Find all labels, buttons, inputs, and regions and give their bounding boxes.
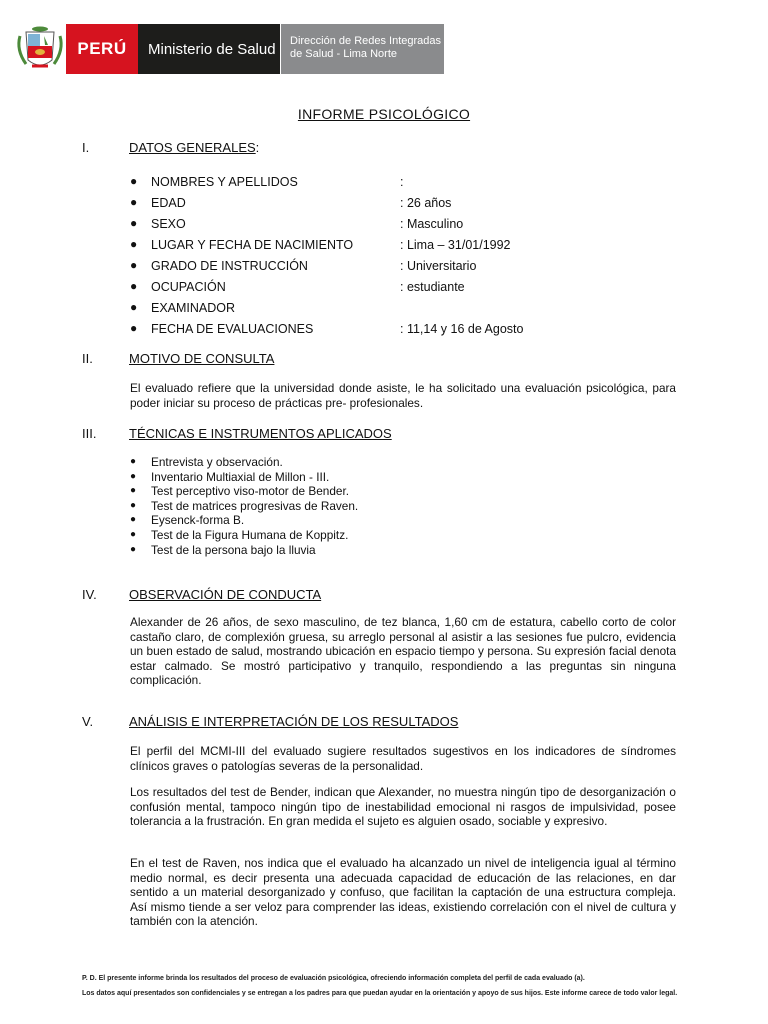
tecnica-item	[130, 484, 358, 499]
section-number: V.	[82, 714, 94, 729]
bullet-icon: ●	[130, 470, 137, 482]
tecnica-item	[130, 499, 358, 514]
section-title: MOTIVO DE CONSULTA	[129, 351, 275, 366]
datos-value: : Universitario	[400, 259, 477, 273]
directorate-name	[281, 24, 444, 74]
bullet-icon: ●	[130, 499, 137, 511]
datos-value: : 26 años	[400, 196, 452, 210]
datos-value: : 11,14 y 16 de Agosto	[400, 322, 524, 336]
document-title: INFORME PSICOLÓGICO	[297, 106, 471, 122]
tecnica-label: Inventario Multiaxial de Millon - III.	[151, 469, 330, 484]
letterhead	[14, 24, 442, 74]
tecnica-label: Test de la persona bajo la lluvia	[151, 542, 316, 557]
datos-value: : Lima – 31/01/1992	[400, 238, 511, 252]
bullet-icon: ●	[130, 174, 138, 188]
datos-label: LUGAR Y FECHA DE NACIMIENTO	[151, 238, 354, 252]
tecnicas-list	[130, 455, 358, 557]
observacion-paragraph: Alexander de 26 años, de sexo masculino, de tez blanca, 1,60 cm de estatura, cabello corto de color castaño claro, de complexión gruesa, su arreglo personal al asistir a las sesiones fue pulcro, evidencia un buen estado de salud, mostrando ubicación en espacio tiempo y persona. Su expresión facial denota estar calmado. Se mostró participativo y tranquilo, respondiendo a las preguntas sin ninguna complicación.	[130, 615, 676, 688]
section-title: OBSERVACIÓN DE CONDUCTA	[129, 587, 322, 602]
bullet-icon: ●	[130, 195, 138, 209]
directorate-line-1: Dirección de Redes Integradas	[290, 35, 442, 47]
bullet-icon: ●	[130, 528, 137, 540]
tecnica-label: Eysenck-forma B.	[151, 513, 245, 528]
analisis-paragraph-3: En el test de Raven, nos indica que el evaluado ha alcanzado un nivel de inteligencia igual al término medio normal, es decir presenta una adecuada capacidad de educación de las relaciones, en dar sentido a un material desorganizado y confuso, que facilitan la captación de una estructura compleja. Así mismo tiende a ser veloz para comprender las ideas, existiendo correlación con el nivel de cultura y también con la atención.	[130, 856, 676, 929]
tecnica-item	[130, 455, 358, 470]
coat-of-arms-icon	[14, 24, 66, 74]
section-title: DATOS GENERALES:	[129, 140, 260, 155]
bullet-icon: ●	[130, 456, 137, 467]
datos-value: : estudiante	[400, 280, 465, 294]
analisis-paragraph-2: Los resultados del test de Bender, indican que Alexander, no muestra ningún tipo de desorganización o confusión mental, tampoco ningún tipo de inestabilidad emocional ni rasgos de impulsividad, posee tolerancia a la frustración. En gran medida el sujeto es alguien osado, sociable y expresivo.	[130, 785, 676, 829]
tecnica-label: Entrevista y observación.	[151, 455, 283, 469]
motivo-paragraph: El evaluado refiere que la universidad donde asiste, le ha solicitado una evaluación psicológica, para poder iniciar su proceso de prácticas pre- profesionales.	[130, 381, 676, 410]
bullet-icon: ●	[130, 300, 138, 314]
bullet-icon: ●	[130, 258, 138, 272]
bullet-icon: ●	[130, 321, 138, 335]
datos-label: SEXO	[151, 217, 186, 231]
country-logo: PERÚ	[66, 24, 138, 74]
tecnica-label: Test de la Figura Humana de Koppitz.	[151, 527, 349, 542]
datos-label: FECHA DE EVALUACIONES	[151, 322, 314, 336]
section-number: I.	[82, 140, 90, 155]
tecnica-item	[130, 470, 358, 485]
bullet-icon: ●	[130, 485, 137, 497]
section-number: II.	[82, 351, 93, 366]
section-number: IV.	[82, 587, 97, 602]
section-title: TÉCNICAS E INSTRUMENTOS APLICADOS	[129, 426, 392, 441]
datos-value: :	[400, 175, 404, 189]
tecnica-item	[130, 528, 358, 543]
footer-line-1: P. D. El presente informe brinda los resultados del proceso de evaluación psicológica, ofreciendo información completa del perfil de cada evaluado (a).	[82, 975, 585, 982]
ministry-name: Ministerio de Salud	[138, 24, 280, 74]
tecnica-label: Test de matrices progresivas de Raven.	[151, 498, 359, 513]
bullet-icon: ●	[130, 216, 138, 230]
bullet-icon: ●	[130, 514, 137, 526]
datos-label: EDAD	[151, 196, 186, 210]
section-title: ANÁLISIS E INTERPRETACIÓN DE LOS RESULTADOS	[129, 714, 459, 729]
datos-label: OCUPACIÓN	[151, 280, 226, 294]
datos-label: EXAMINADOR	[151, 301, 236, 315]
datos-value: : Masculino	[400, 217, 464, 231]
tecnica-item	[130, 513, 358, 528]
tecnica-item	[130, 543, 358, 558]
section-number: III.	[82, 426, 97, 441]
datos-label: GRADO DE INSTRUCCIÓN	[151, 259, 308, 273]
directorate-line-2: de Salud - Lima Norte	[290, 48, 397, 60]
footer-note	[82, 972, 678, 1001]
footer-line-2: Los datos aquí presentados son confidenciales y se entregan a los padres para que puedan ayudar en la orientación y apoyo de sus hijos. Este informe carece de todo valor legal.	[82, 989, 678, 997]
tecnica-label: Test perceptivo viso-motor de Bender.	[151, 484, 350, 499]
bullet-icon: ●	[130, 237, 138, 251]
bullet-icon: ●	[130, 543, 137, 555]
analisis-paragraph-1: El perfil del MCMI-III del evaluado sugiere resultados sugestivos en los indicadores de síndromes clínicos graves o patologías severas de la personalidad.	[130, 744, 676, 773]
bullet-icon: ●	[130, 279, 138, 293]
datos-label: NOMBRES Y APELLIDOS	[151, 175, 298, 189]
